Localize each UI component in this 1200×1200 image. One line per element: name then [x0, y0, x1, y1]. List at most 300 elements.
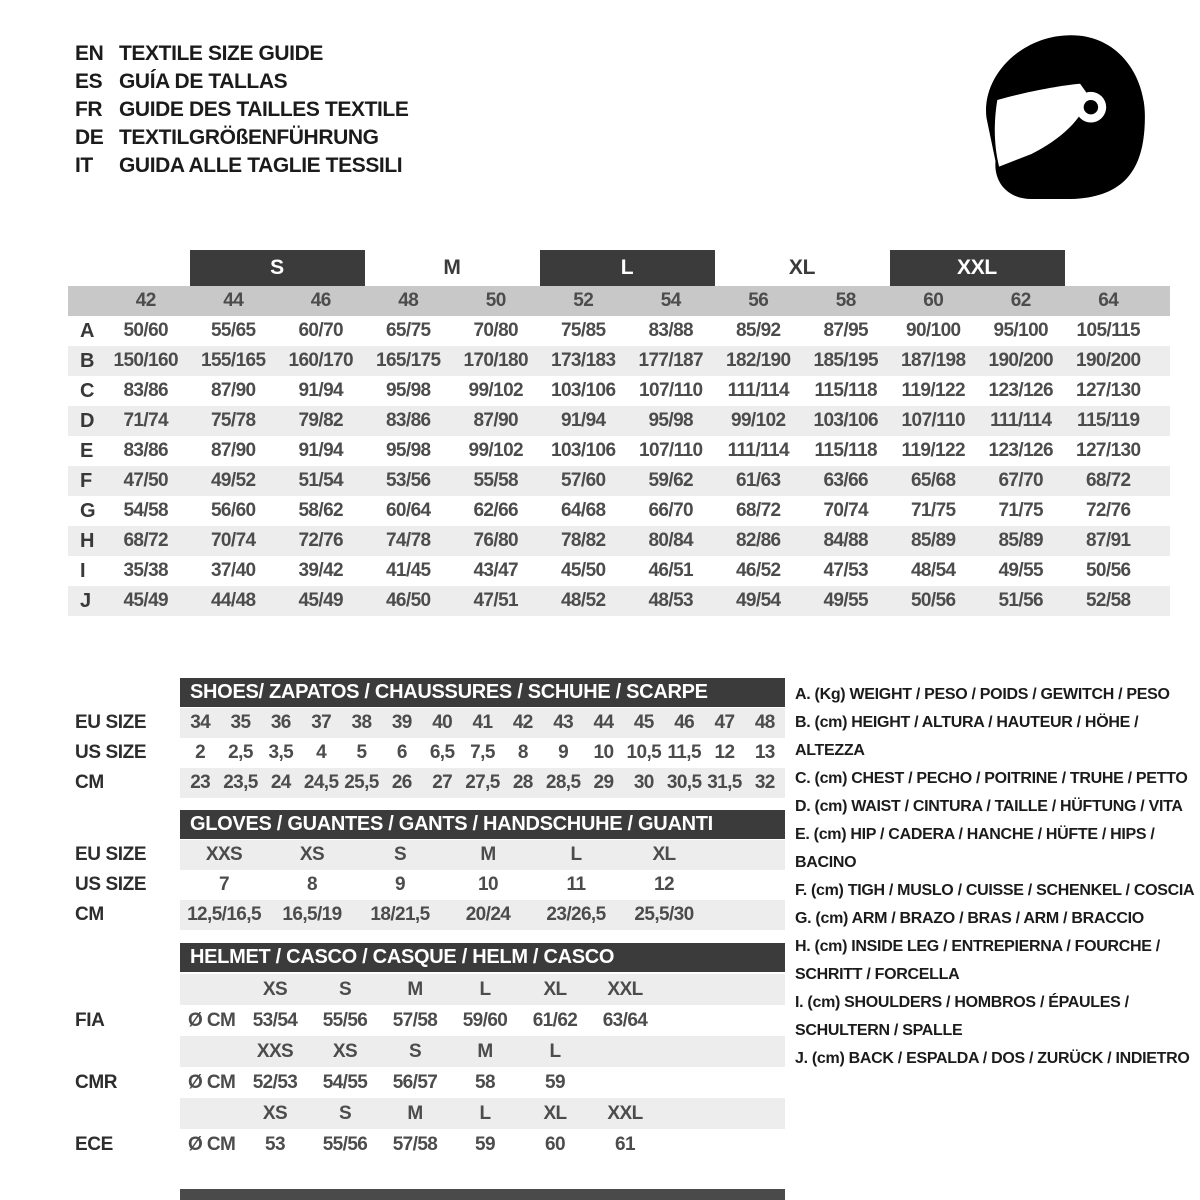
size-cell: 51/56	[998, 590, 1044, 611]
size-cell: 87/90	[210, 380, 256, 401]
size-cell: 68/72	[123, 530, 169, 551]
size-cell: 83/86	[385, 410, 431, 431]
size-cell: 47/51	[473, 590, 519, 611]
size-cell: 56/60	[210, 500, 256, 521]
language-code: IT	[75, 154, 93, 177]
shoes-cell: 31,5	[707, 772, 742, 793]
row-letter: J	[80, 589, 91, 612]
size-cell: 45/49	[298, 590, 344, 611]
size-cell: 127/130	[1076, 380, 1141, 401]
size-cell: 165/175	[376, 350, 441, 371]
size-cell: 107/110	[639, 440, 703, 461]
size-cell: 95/98	[648, 410, 694, 431]
shoes-cell: 47	[714, 712, 735, 733]
language-code: FR	[75, 98, 103, 121]
size-cell: 60/64	[385, 500, 431, 521]
size-cell: 103/106	[813, 410, 878, 431]
size-cell: 111/114	[990, 410, 1052, 431]
column-header: 46	[310, 290, 331, 311]
column-header: 64	[1098, 290, 1119, 311]
size-cell: 45/49	[123, 590, 169, 611]
size-cell: 64/68	[560, 500, 606, 521]
size-cell: 187/198	[901, 350, 966, 371]
helmet-standard-label: CMR	[75, 1072, 118, 1093]
helmet-size-header: XL	[543, 1102, 567, 1124]
shoes-row-label: CM	[75, 772, 104, 793]
size-group-L: L	[540, 250, 715, 286]
size-cell: 68/72	[1085, 470, 1131, 491]
helmet-sizes-row	[180, 1036, 785, 1067]
helmet-size-cell: 56/57	[392, 1071, 438, 1093]
size-cell: 63/66	[823, 470, 869, 491]
helmet-size-header: XL	[543, 978, 567, 1000]
shoes-cell: 8	[517, 742, 528, 763]
row-letter: H	[80, 529, 94, 552]
shoes-cell: 5	[356, 742, 367, 763]
language-title: GUIDA ALLE TAGLIE TESSILI	[119, 154, 403, 177]
size-cell: 59/62	[648, 470, 694, 491]
cutoff-header-bar	[180, 1189, 785, 1200]
helmet-size-header: XS	[262, 1102, 288, 1124]
column-header: 48	[398, 290, 419, 311]
helmet-size-cell: 59	[545, 1071, 565, 1093]
shoes-cell: 30,5	[666, 772, 702, 793]
numeric-size-header-row	[68, 286, 1170, 316]
shoes-cell: 12	[714, 742, 735, 763]
size-cell: 60/70	[298, 320, 344, 341]
size-cell: 62/66	[473, 500, 519, 521]
language-title: TEXTILE SIZE GUIDE	[119, 42, 323, 65]
textile-size-table	[68, 316, 1170, 616]
gloves-row-label: US SIZE	[75, 874, 147, 895]
legend-item: A. (Kg) WEIGHT / PESO / POIDS / GEWITCH / PESO	[795, 686, 1170, 703]
size-cell: 68/72	[735, 500, 781, 521]
size-cell: 87/91	[1085, 530, 1131, 551]
size-cell: 55/65	[210, 320, 256, 341]
gloves-cell: 12,5/16,5	[187, 904, 261, 925]
shoes-row	[180, 708, 785, 738]
column-header: 54	[660, 290, 681, 311]
helmet-size-cell: 59/60	[462, 1009, 508, 1031]
size-group-S: S	[190, 250, 365, 286]
helmet-sizes-row	[180, 1098, 785, 1129]
column-header: 62	[1010, 290, 1031, 311]
size-cell: 85/89	[998, 530, 1044, 551]
size-cell: 49/55	[823, 590, 869, 611]
size-cell: 67/70	[998, 470, 1044, 491]
shoes-row	[180, 738, 785, 768]
language-row	[75, 40, 408, 68]
helmet-values-row	[180, 1005, 785, 1036]
helmet-size-cell: 55/56	[322, 1133, 368, 1155]
language-code: DE	[75, 126, 104, 149]
size-cell: 51/54	[298, 470, 344, 491]
helmet-size-header: M	[477, 1040, 493, 1062]
shoes-cell: 39	[391, 712, 412, 733]
size-cell: 65/68	[910, 470, 956, 491]
size-group-M: M	[443, 256, 461, 279]
shoes-cell: 3,5	[268, 742, 294, 763]
size-cell: 115/119	[1077, 410, 1140, 431]
shoes-cell: 6,5	[429, 742, 455, 763]
size-cell: 71/74	[123, 410, 169, 431]
size-cell: 160/170	[288, 350, 353, 371]
gloves-table-header: GLOVES / GUANTES / GANTS / HANDSCHUHE / GUANTI	[180, 810, 785, 839]
size-cell: 85/92	[735, 320, 781, 341]
row-letter: I	[80, 559, 85, 582]
diameter-label: Ø CM	[188, 1009, 236, 1031]
shoes-cell: 4	[316, 742, 327, 763]
size-cell: 35/38	[123, 560, 169, 581]
shoes-cell: 32	[754, 772, 775, 793]
shoes-cell: 48	[754, 712, 775, 733]
size-cell: 123/126	[988, 380, 1053, 401]
helmet-size-header: XXL	[607, 1102, 643, 1124]
column-header: 60	[923, 290, 944, 311]
gloves-cell: L	[570, 844, 582, 865]
size-cell: 155/165	[201, 350, 266, 371]
helmet-size-cell: 54/55	[322, 1071, 368, 1093]
size-cell: 83/86	[123, 380, 169, 401]
helmet-table-header: HELMET / CASCO / CASQUE / HELM / CASCO	[180, 943, 785, 972]
language-code: EN	[75, 42, 104, 65]
gloves-cell: 11	[566, 874, 586, 895]
helmet-values-row	[180, 1067, 785, 1098]
size-cell: 79/82	[298, 410, 344, 431]
language-row	[75, 68, 408, 96]
size-cell: 49/52	[210, 470, 256, 491]
shoes-cell: 24,5	[303, 772, 339, 793]
gloves-cell: XL	[652, 844, 676, 865]
gloves-cell: XS	[299, 844, 325, 865]
gloves-cell: S	[393, 844, 407, 865]
shoes-cell: 45	[633, 712, 654, 733]
gloves-cell: XXS	[205, 844, 243, 865]
size-cell: 39/42	[298, 560, 344, 581]
size-cell: 49/54	[735, 590, 781, 611]
gloves-cell: 23/26,5	[546, 904, 606, 925]
size-group-XXL: XXL	[890, 250, 1065, 286]
size-cell: 46/52	[735, 560, 781, 581]
helmet-size-header: L	[549, 1040, 561, 1062]
size-cell: 58/62	[298, 500, 344, 521]
legend-item: I. (cm) SHOULDERS / HOMBROS / ÉPAULES / SCHULTERN / SPALLE	[795, 994, 1129, 1039]
size-cell: 87/90	[473, 410, 519, 431]
helmet-size-header: L	[479, 978, 491, 1000]
shoes-cell: 23,5	[223, 772, 258, 793]
column-header: 44	[223, 290, 244, 311]
size-cell: 66/70	[648, 500, 694, 521]
diameter-label: Ø CM	[188, 1071, 236, 1093]
size-cell: 103/106	[551, 440, 616, 461]
size-cell: 70/80	[473, 320, 519, 341]
helmet-size-header: L	[479, 1102, 491, 1124]
shoes-cell: 28	[512, 772, 533, 793]
gloves-row	[180, 870, 785, 900]
language-row	[75, 124, 408, 152]
helmet-sizes-row	[180, 974, 785, 1005]
size-cell: 75/78	[210, 410, 256, 431]
language-title: TEXTILGRÖßENFÜHRUNG	[119, 126, 379, 149]
size-cell: 72/76	[298, 530, 344, 551]
size-cell: 53/56	[385, 470, 431, 491]
legend-item: B. (cm) HEIGHT / ALTURA / HAUTEUR / HÖHE / ALTEZZA	[795, 714, 1139, 759]
size-cell: 48/53	[648, 590, 694, 611]
shoes-cell: 34	[190, 712, 211, 733]
column-header: 50	[485, 290, 506, 311]
size-cell: 95/98	[385, 380, 431, 401]
size-cell: 65/75	[385, 320, 431, 341]
size-cell: 173/183	[551, 350, 616, 371]
row-letter: G	[80, 499, 95, 522]
gloves-cell: 9	[395, 874, 405, 895]
shoes-table-header: SHOES/ ZAPATOS / CHAUSSURES / SCHUHE / SCARPE	[180, 678, 785, 707]
gloves-cell: 16,5/19	[282, 904, 342, 925]
gloves-cell: 10	[478, 874, 498, 895]
column-header: 58	[835, 290, 856, 311]
size-cell: 41/45	[385, 560, 431, 581]
helmet-standard-label: FIA	[75, 1010, 105, 1031]
size-cell: 61/63	[735, 470, 781, 491]
legend-item: J. (cm) BACK / ESPALDA / DOS / ZURÜCK / INDIETRO	[795, 1050, 1190, 1067]
size-cell: 115/118	[814, 440, 877, 461]
helmet-size-cell: 61/62	[532, 1009, 578, 1031]
size-group-header-row	[68, 250, 1170, 286]
gloves-cell: 18/21,5	[370, 904, 430, 925]
gloves-cell: 8	[307, 874, 317, 895]
table-row	[68, 406, 1170, 436]
row-letter: D	[80, 409, 94, 432]
shoes-cell: 27,5	[465, 772, 500, 793]
size-cell: 55/58	[473, 470, 519, 491]
size-cell: 80/84	[648, 530, 694, 551]
row-letter: A	[80, 319, 94, 342]
gloves-cell: 25,5/30	[634, 904, 694, 925]
size-cell: 87/90	[210, 440, 256, 461]
shoes-cell: 40	[432, 712, 453, 733]
size-cell: 50/56	[1085, 560, 1131, 581]
size-cell: 91/94	[298, 440, 344, 461]
helmet-size-cell: 57/58	[392, 1133, 438, 1155]
size-cell: 76/80	[473, 530, 519, 551]
table-row	[68, 466, 1170, 496]
row-letter: B	[80, 349, 94, 372]
gloves-row-label: CM	[75, 904, 104, 925]
size-cell: 107/110	[639, 380, 703, 401]
size-cell: 103/106	[551, 380, 616, 401]
legend-item: G. (cm) ARM / BRAZO / BRAS / ARM / BRACCIO	[795, 910, 1144, 927]
size-cell: 99/102	[468, 380, 523, 401]
table-row	[68, 316, 1170, 346]
size-cell: 50/60	[123, 320, 169, 341]
language-title: GUIDE DES TAILLES TEXTILE	[119, 98, 409, 121]
size-cell: 78/82	[560, 530, 606, 551]
helmet-size-cell: 59	[475, 1133, 495, 1155]
shoes-cell: 26	[391, 772, 412, 793]
helmet-size-header: M	[407, 1102, 423, 1124]
size-cell: 72/76	[1085, 500, 1131, 521]
table-row	[68, 436, 1170, 466]
size-cell: 182/190	[726, 350, 791, 371]
shoes-row	[180, 768, 785, 798]
size-cell: 50/56	[910, 590, 956, 611]
gloves-row	[180, 840, 785, 870]
size-cell: 47/53	[823, 560, 869, 581]
size-cell: 71/75	[910, 500, 956, 521]
helmet-standard-label: ECE	[75, 1134, 113, 1155]
size-cell: 95/98	[385, 440, 431, 461]
size-cell: 107/110	[901, 410, 965, 431]
language-row	[75, 96, 408, 124]
column-header: 56	[748, 290, 769, 311]
table-row	[68, 556, 1170, 586]
size-group-XL: XL	[788, 256, 816, 279]
shoes-cell: 10,5	[626, 742, 662, 763]
language-code: ES	[75, 70, 103, 93]
helmet-size-header: XS	[262, 978, 288, 1000]
helmet-size-cell: 57/58	[392, 1009, 438, 1031]
shoes-cell: 11,5	[667, 742, 701, 763]
shoes-cell: 7,5	[470, 742, 495, 763]
size-cell: 47/50	[123, 470, 169, 491]
helmet-size-cell: 63/64	[602, 1009, 648, 1031]
size-cell: 150/160	[113, 350, 178, 371]
helmet-size-header: S	[338, 978, 352, 1000]
size-cell: 70/74	[210, 530, 256, 551]
gloves-row-label: EU SIZE	[75, 844, 147, 865]
size-cell: 82/86	[735, 530, 781, 551]
size-cell: 52/58	[1085, 590, 1131, 611]
helmet-size-cell: 53/54	[252, 1009, 298, 1031]
helmet-size-header: S	[408, 1040, 422, 1062]
gloves-cell: 7	[219, 874, 229, 895]
helmet-size-header: XS	[332, 1040, 358, 1062]
size-cell: 119/122	[901, 440, 965, 461]
table-row	[68, 346, 1170, 376]
size-cell: 87/95	[823, 320, 869, 341]
legend-item: F. (cm) TIGH / MUSLO / CUISSE / SCHENKEL / COSCIA	[795, 882, 1195, 899]
size-cell: 177/187	[638, 350, 703, 371]
shoes-cell: 38	[351, 712, 372, 733]
row-letter: C	[80, 379, 94, 402]
table-row	[68, 586, 1170, 616]
legend-item: H. (cm) INSIDE LEG / ENTREPIERNA / FOURCHE / SCHRITT / FORCELLA	[795, 938, 1160, 983]
size-cell: 54/58	[123, 500, 169, 521]
shoes-cell: 2	[195, 742, 206, 763]
size-cell: 75/85	[560, 320, 606, 341]
helmet-size-cell: 53	[265, 1133, 285, 1155]
gloves-row	[180, 900, 785, 930]
gloves-cell: 12	[654, 874, 674, 895]
size-cell: 123/126	[988, 440, 1053, 461]
column-header: 42	[135, 290, 156, 311]
size-cell: 45/50	[560, 560, 606, 581]
shoes-cell: 2,5	[228, 742, 253, 763]
helmet-size-header: XXL	[607, 978, 643, 1000]
legend-item: C. (cm) CHEST / PECHO / POITRINE / TRUHE / PETTO	[795, 770, 1188, 787]
helmet-size-header: S	[338, 1102, 352, 1124]
shoes-cell: 27	[432, 772, 453, 793]
size-cell: 83/86	[123, 440, 169, 461]
shoes-cell: 28,5	[545, 772, 581, 793]
size-cell: 170/180	[463, 350, 528, 371]
size-cell: 91/94	[298, 380, 344, 401]
size-cell: 84/88	[823, 530, 869, 551]
size-cell: 111/114	[727, 380, 789, 401]
shoes-cell: 29	[593, 772, 614, 793]
legend-item: D. (cm) WAIST / CINTURA / TAILLE / HÜFTUNG / VITA	[795, 798, 1183, 815]
row-letter: E	[80, 439, 93, 462]
size-cell: 83/88	[648, 320, 694, 341]
size-cell: 95/100	[993, 320, 1048, 341]
size-cell: 115/118	[814, 380, 877, 401]
size-cell: 111/114	[727, 440, 789, 461]
size-cell: 127/130	[1076, 440, 1141, 461]
shoes-cell: 13	[754, 742, 775, 763]
size-cell: 119/122	[901, 380, 965, 401]
gloves-cell: 20/24	[465, 904, 511, 925]
shoes-cell: 42	[512, 712, 533, 733]
shoes-cell: 25,5	[344, 772, 379, 793]
shoes-cell: 30	[633, 772, 654, 793]
size-cell: 190/200	[988, 350, 1053, 371]
shoes-cell: 41	[472, 712, 493, 733]
helmet-size-cell: 60	[545, 1133, 565, 1155]
diameter-label: Ø CM	[188, 1133, 236, 1155]
size-cell: 57/60	[560, 470, 606, 491]
size-cell: 185/195	[813, 350, 878, 371]
size-cell: 46/51	[648, 560, 694, 581]
table-row	[68, 376, 1170, 406]
language-title: GUÍA DE TALLAS	[119, 70, 288, 93]
shoes-cell: 37	[311, 712, 332, 733]
column-header: 52	[573, 290, 594, 311]
helmet-size-header: M	[407, 978, 423, 1000]
shoes-row-label: EU SIZE	[75, 712, 147, 733]
size-cell: 90/100	[905, 320, 961, 341]
shoes-cell: 43	[553, 712, 574, 733]
shoes-cell: 46	[674, 712, 695, 733]
size-cell: 70/74	[823, 500, 869, 521]
measurement-legend	[795, 681, 1200, 1073]
size-cell: 105/115	[1076, 320, 1140, 341]
shoes-cell: 9	[558, 742, 569, 763]
shoes-cell: 23	[190, 772, 211, 793]
size-cell: 37/40	[210, 560, 256, 581]
size-cell: 48/52	[560, 590, 606, 611]
language-row	[75, 152, 408, 180]
helmet-values-row	[180, 1129, 785, 1160]
racing-helmet-icon	[975, 28, 1160, 208]
shoes-row-label: US SIZE	[75, 742, 147, 763]
size-cell: 44/48	[210, 590, 256, 611]
helmet-size-cell: 55/56	[322, 1009, 368, 1031]
shoes-cell: 24	[270, 772, 291, 793]
size-cell: 71/75	[998, 500, 1044, 521]
size-cell: 46/50	[385, 590, 431, 611]
legend-item: E. (cm) HIP / CADERA / HANCHE / HÜFTE / HIPS / BACINO	[795, 826, 1155, 871]
helmet-size-header: XXS	[256, 1040, 294, 1062]
row-letter: F	[80, 469, 92, 492]
helmet-size-cell: 61	[615, 1133, 635, 1155]
size-cell: 48/54	[910, 560, 956, 581]
language-title-list	[75, 40, 408, 180]
shoes-cell: 35	[230, 712, 251, 733]
size-cell: 85/89	[910, 530, 956, 551]
gloves-cell: M	[480, 844, 496, 865]
size-cell: 49/55	[998, 560, 1044, 581]
size-cell: 190/200	[1076, 350, 1141, 371]
